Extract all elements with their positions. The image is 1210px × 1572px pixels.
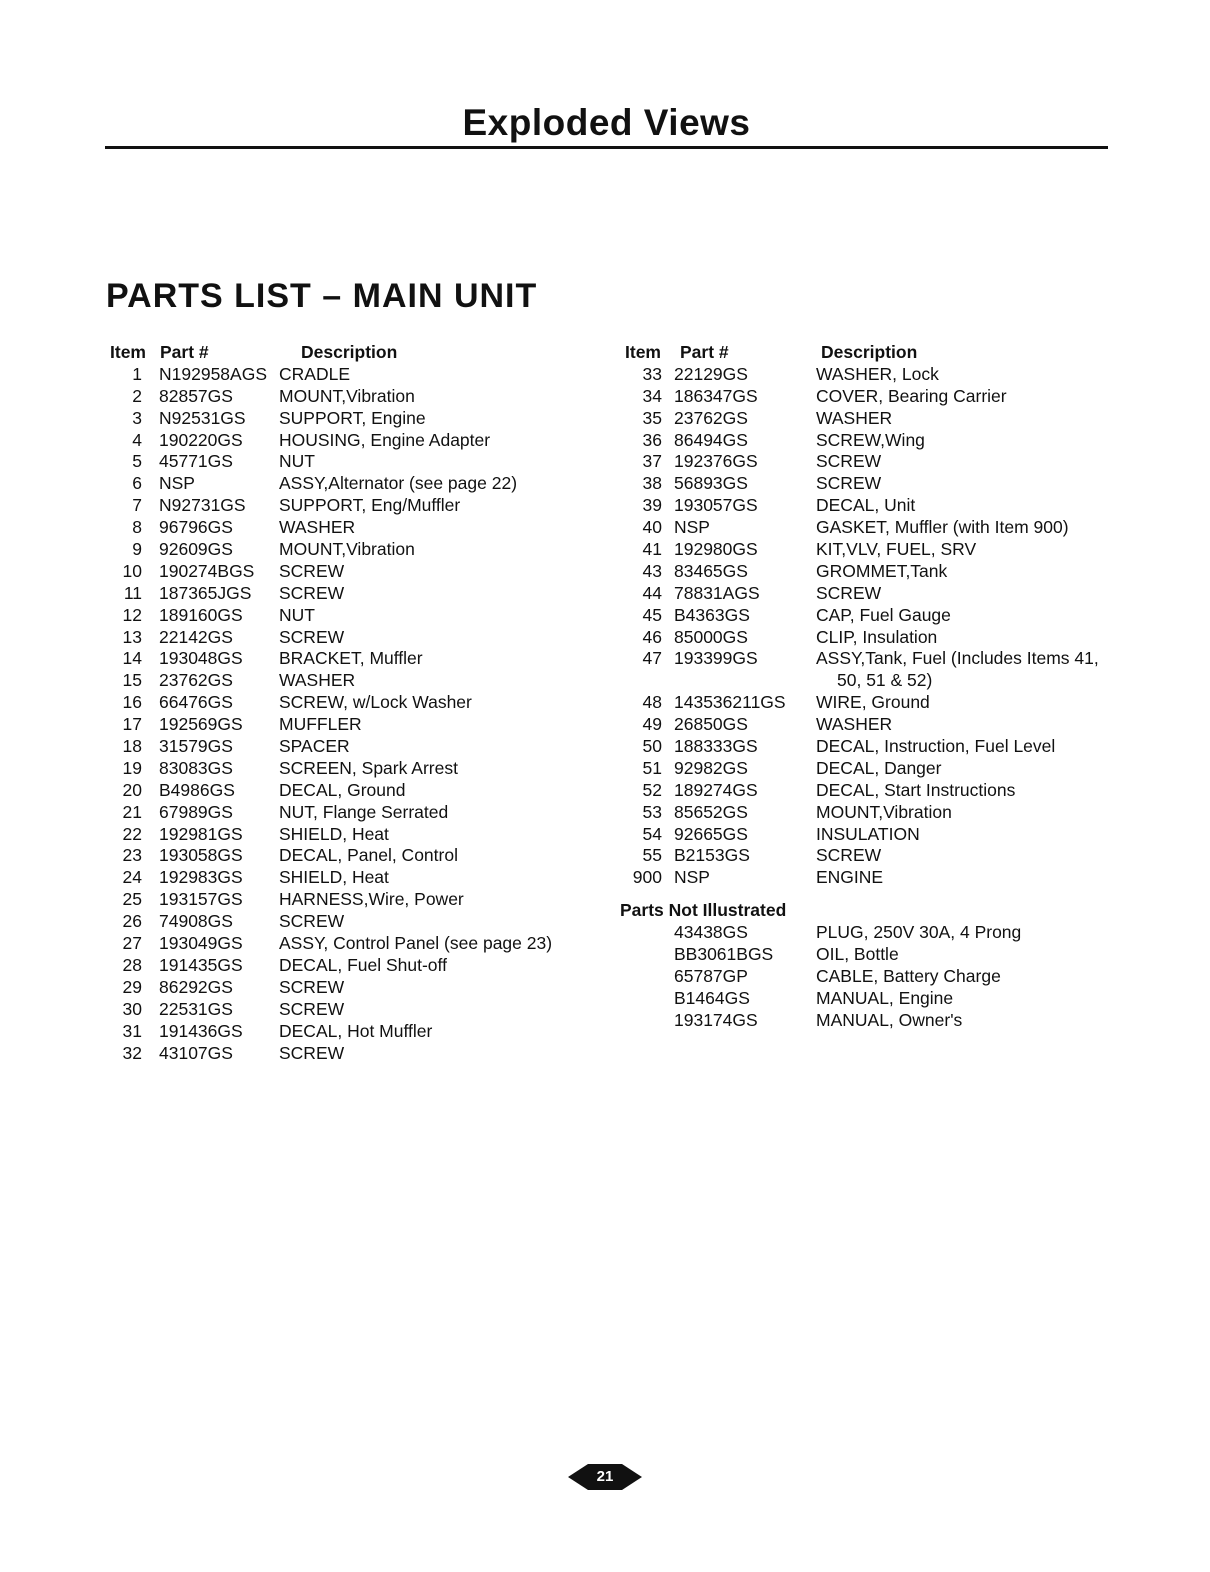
part-description: WIRE, Ground [816, 692, 930, 713]
part-number: 189274GS [674, 779, 758, 800]
part-number: B1464GS [674, 987, 750, 1008]
part-description: SCREEN, Spark Arrest [279, 757, 458, 778]
table-row [108, 758, 588, 780]
item-number: 9 [132, 539, 142, 560]
part-number: 190220GS [159, 429, 243, 450]
item-number: 23 [122, 845, 142, 866]
part-description: MUFFLER [279, 714, 362, 735]
table-row [620, 386, 1110, 408]
item-number: 19 [122, 757, 142, 778]
part-description: SHIELD, Heat [279, 867, 389, 888]
item-number: 45 [642, 604, 662, 625]
part-number: 65787GP [674, 965, 748, 986]
part-number: 22142GS [159, 626, 233, 647]
part-number: 143536211GS [674, 692, 786, 713]
part-number: 83465GS [674, 560, 748, 581]
table-row [620, 495, 1110, 517]
part-number: 186347GS [674, 385, 758, 406]
table-row [108, 867, 588, 889]
part-number: 23762GS [674, 407, 748, 428]
table-row [620, 561, 1110, 583]
part-description: DECAL, Unit [816, 495, 916, 516]
header-divider [105, 146, 1108, 149]
part-number: B2153GS [674, 845, 750, 866]
part-number: 43438GS [674, 922, 748, 943]
item-number: 48 [642, 692, 662, 713]
part-number: 193048GS [159, 648, 243, 669]
part-description: MANUAL, Engine [816, 987, 954, 1008]
part-description: HARNESS,Wire, Power [279, 889, 464, 910]
part-description: SCREW [279, 582, 345, 603]
item-number: 11 [123, 582, 142, 603]
part-description: MANUAL, Owner's [816, 1009, 963, 1030]
table-row [108, 999, 588, 1021]
table-row [108, 517, 588, 539]
part-number: N92731GS [159, 495, 246, 516]
item-number: 31 [122, 1020, 142, 1041]
item-number: 41 [642, 539, 662, 560]
table-row [620, 824, 1110, 846]
header-item: Item [625, 342, 661, 362]
part-number: NSP [674, 517, 710, 538]
item-number: 6 [132, 473, 142, 494]
part-description: SCREW [279, 1042, 345, 1063]
header-description: Description [301, 342, 398, 362]
item-number: 27 [122, 933, 142, 954]
header-description: Description [821, 342, 918, 362]
part-description: DECAL, Danger [816, 757, 942, 778]
item-number: 38 [642, 473, 662, 494]
part-number: B4986GS [159, 779, 235, 800]
item-number: 44 [642, 582, 662, 603]
part-number [662, 670, 816, 692]
part-description: SCREW, w/Lock Washer [279, 692, 472, 713]
part-number: 189160GS [159, 604, 243, 625]
table-row [620, 802, 1110, 824]
part-description: BRACKET, Muffler [279, 648, 423, 669]
item-number: 40 [642, 517, 662, 538]
item-number: 53 [642, 801, 662, 822]
part-number: 92665GS [674, 823, 748, 844]
table-row [620, 988, 1110, 1010]
part-number: 85000GS [674, 626, 748, 647]
part-description: SPACER [279, 736, 350, 757]
item-number: 52 [642, 779, 662, 800]
part-description: ENGINE [816, 867, 884, 888]
part-number: 45771GS [159, 451, 233, 472]
part-number: 192983GS [159, 867, 243, 888]
part-number: 83083GS [159, 757, 233, 778]
table-row [620, 364, 1110, 386]
part-description: CRADLE [279, 363, 350, 384]
part-description: DECAL, Start Instructions [816, 779, 1016, 800]
part-number: 22129GS [674, 363, 748, 384]
table-row [620, 845, 1110, 867]
item-number: 39 [642, 495, 662, 516]
part-description: DECAL, Ground [279, 779, 406, 800]
part-description: SCREW [279, 911, 345, 932]
part-description: SUPPORT, Eng/Muffler [279, 495, 461, 516]
table-header-left [108, 342, 588, 364]
part-description: NUT [279, 451, 315, 472]
table-row [108, 648, 588, 670]
item-number: 32 [122, 1042, 142, 1063]
table-row [108, 408, 588, 430]
item-number: 46 [642, 626, 662, 647]
part-number: 26850GS [674, 714, 748, 735]
table-row [108, 933, 588, 955]
part-number: B4363GS [674, 604, 750, 625]
table-row [108, 780, 588, 802]
item-number: 47 [642, 648, 662, 669]
part-description: MOUNT,Vibration [279, 539, 415, 560]
table-row [108, 364, 588, 386]
header-part: Part # [160, 342, 209, 362]
part-description: SCREW,Wing [816, 429, 925, 450]
part-number: 82857GS [159, 385, 233, 406]
table-row [108, 1021, 588, 1043]
item-number: 51 [642, 757, 662, 778]
table-row [108, 736, 588, 758]
table-row [620, 408, 1110, 430]
part-number: 22531GS [159, 998, 233, 1019]
table-row [108, 583, 588, 605]
item-number: 5 [132, 451, 142, 472]
table-row [108, 824, 588, 846]
page-header [105, 100, 1108, 146]
part-description: MOUNT,Vibration [816, 801, 952, 822]
part-number: NSP [674, 867, 710, 888]
item-number: 30 [122, 998, 142, 1019]
part-number: 23762GS [159, 670, 233, 691]
part-description: GROMMET,Tank [816, 560, 948, 581]
table-row [620, 944, 1110, 966]
item-number: 13 [122, 626, 142, 647]
item-number: 26 [122, 911, 142, 932]
part-number: NSP [159, 473, 195, 494]
part-number: 96796GS [159, 517, 233, 538]
section-title: PARTS LIST – MAIN UNIT [106, 277, 538, 315]
table-row [108, 977, 588, 999]
item-number: 43 [642, 560, 662, 581]
part-description: NUT [279, 604, 315, 625]
table-row [108, 627, 588, 649]
part-description: SCREW [816, 473, 882, 494]
parts-not-illustrated-heading: Parts Not Illustrated [620, 900, 787, 921]
table-row [108, 605, 588, 627]
part-description: KIT,VLV, FUEL, SRV [816, 539, 977, 560]
table-row [620, 780, 1110, 802]
table-row [620, 758, 1110, 780]
part-description: NUT, Flange Serrated [279, 801, 449, 822]
part-description: PLUG, 250V 30A, 4 Prong [816, 922, 1022, 943]
part-number: 191436GS [159, 1020, 243, 1041]
part-number: 193399GS [674, 648, 758, 669]
part-number: N192958AGS [159, 363, 267, 384]
part-number: 191435GS [159, 954, 243, 975]
table-row [620, 517, 1110, 539]
part-description: DECAL, Panel, Control [279, 845, 458, 866]
table-row [108, 561, 588, 583]
part-number: 193157GS [159, 889, 243, 910]
parts-table-right [620, 342, 1110, 1032]
item-number: 28 [122, 954, 142, 975]
item-number: 36 [642, 429, 662, 450]
table-row [108, 889, 588, 911]
item-number: 20 [122, 779, 142, 800]
table-row [620, 648, 1110, 670]
table-row [108, 451, 588, 473]
part-number: 67989GS [159, 801, 233, 822]
part-number: 86494GS [674, 429, 748, 450]
item-number: 24 [122, 867, 142, 888]
part-description: DECAL, Fuel Shut-off [279, 954, 447, 975]
part-description: SCREW [816, 451, 882, 472]
part-description: 50, 51 & 52) [837, 670, 933, 691]
part-number: 86292GS [159, 976, 233, 997]
part-description: ASSY,Tank, Fuel (Includes Items 41, [816, 648, 1099, 669]
part-description: SCREW [279, 560, 345, 581]
part-number: 187365JGS [159, 582, 252, 603]
table-row [108, 670, 588, 692]
item-number: 12 [122, 604, 142, 625]
part-description: SUPPORT, Engine [279, 407, 426, 428]
table-row [620, 867, 1110, 889]
part-description: SCREW [279, 626, 345, 647]
part-number: 78831AGS [674, 582, 760, 603]
item-number: 14 [122, 648, 142, 669]
part-number: 31579GS [159, 736, 233, 757]
part-description: WASHER [816, 714, 893, 735]
item-number: 18 [122, 736, 142, 757]
table-row [108, 692, 588, 714]
table-row [108, 955, 588, 977]
item-number: 33 [642, 363, 662, 384]
item-number [620, 1010, 662, 1032]
item-number: 29 [122, 976, 142, 997]
table-row [108, 802, 588, 824]
part-number: 192981GS [159, 823, 243, 844]
item-number: 17 [122, 714, 142, 735]
part-number: 66476GS [159, 692, 233, 713]
part-number: 85652GS [674, 801, 748, 822]
part-description: MOUNT,Vibration [279, 385, 415, 406]
table-row [108, 714, 588, 736]
part-description: CABLE, Battery Charge [816, 965, 1001, 986]
part-number: 192376GS [674, 451, 758, 472]
item-number: 34 [642, 385, 662, 406]
table-row [108, 386, 588, 408]
part-number: BB3061BGS [674, 944, 774, 965]
table-row [620, 605, 1110, 627]
part-description: WASHER [279, 670, 356, 691]
part-number: 192569GS [159, 714, 243, 735]
part-number: 74908GS [159, 911, 233, 932]
item-number [620, 988, 662, 1010]
table-row [620, 539, 1110, 561]
table-row [108, 911, 588, 933]
item-number: 1 [132, 363, 142, 384]
item-number [620, 944, 662, 966]
header-item: Item [110, 342, 146, 362]
part-number: 92982GS [674, 757, 748, 778]
table-row [620, 692, 1110, 714]
part-description: CAP, Fuel Gauge [816, 604, 951, 625]
item-number: 15 [122, 670, 142, 691]
table-row [620, 583, 1110, 605]
item-number: 2 [132, 385, 142, 406]
part-description: OIL, Bottle [816, 944, 899, 965]
table-row [108, 495, 588, 517]
part-number: 188333GS [674, 736, 758, 757]
table-row [108, 539, 588, 561]
part-number: 193049GS [159, 933, 243, 954]
item-number: 4 [132, 429, 142, 450]
item-number: 54 [642, 823, 662, 844]
part-description: COVER, Bearing Carrier [816, 385, 1007, 406]
item-number [620, 922, 662, 944]
header-part: Part # [680, 342, 729, 362]
item-number: 50 [642, 736, 662, 757]
table-row [620, 714, 1110, 736]
part-description: ASSY, Control Panel (see page 23) [279, 933, 553, 954]
part-description: SCREW [816, 582, 882, 603]
table-row [620, 473, 1110, 495]
item-number [620, 966, 662, 988]
item-number: 8 [132, 517, 142, 538]
part-description: SCREW [816, 845, 882, 866]
table-row [108, 1043, 588, 1065]
part-number: 193058GS [159, 845, 243, 866]
item-number: 3 [132, 407, 142, 428]
item-number: 10 [122, 560, 142, 581]
table-row [108, 473, 588, 495]
table-row [108, 430, 588, 452]
table-row [108, 845, 588, 867]
item-number: 900 [632, 867, 662, 888]
part-number: 192980GS [674, 539, 758, 560]
part-description: SCREW [279, 998, 345, 1019]
part-description: HOUSING, Engine Adapter [279, 429, 491, 450]
page-number: 21 [596, 1468, 614, 1485]
part-description: SCREW [279, 976, 345, 997]
item-number: 35 [642, 407, 662, 428]
part-number: 43107GS [159, 1042, 233, 1063]
item-number: 22 [122, 823, 142, 844]
item-number: 16 [122, 692, 142, 713]
parts-table-left [108, 342, 588, 1064]
table-row [620, 966, 1110, 988]
item-number: 25 [122, 889, 142, 910]
item-number: 37 [642, 451, 662, 472]
table-row [620, 430, 1110, 452]
part-description: WASHER [279, 517, 356, 538]
part-description: WASHER [816, 407, 893, 428]
part-description: SHIELD, Heat [279, 823, 389, 844]
table-row [620, 736, 1110, 758]
part-description: ASSY,Alternator (see page 22) [279, 473, 518, 494]
table-row [620, 1010, 1110, 1032]
table-row [620, 670, 1110, 692]
item-number [620, 670, 662, 692]
table-row [620, 627, 1110, 649]
table-row [620, 922, 1110, 944]
part-description: DECAL, Instruction, Fuel Level [816, 736, 1056, 757]
item-number: 55 [642, 845, 662, 866]
table-row [620, 451, 1110, 473]
part-number: 190274BGS [159, 560, 255, 581]
part-number: N92531GS [159, 407, 246, 428]
part-description: DECAL, Hot Muffler [279, 1020, 433, 1041]
page-title: Exploded Views [462, 102, 751, 143]
part-number: 193174GS [674, 1009, 758, 1030]
part-number: 193057GS [674, 495, 758, 516]
item-number: 49 [642, 714, 662, 735]
part-number: 92609GS [159, 539, 233, 560]
table-header-right [620, 342, 1110, 364]
part-description: GASKET, Muffler (with Item 900) [816, 517, 1069, 538]
item-number: 7 [132, 495, 142, 516]
part-number: 56893GS [674, 473, 748, 494]
part-description: WASHER, Lock [816, 363, 939, 384]
part-description: CLIP, Insulation [816, 626, 938, 647]
page-number-badge [568, 1462, 642, 1492]
item-number: 21 [122, 801, 142, 822]
part-description: INSULATION [816, 823, 920, 844]
